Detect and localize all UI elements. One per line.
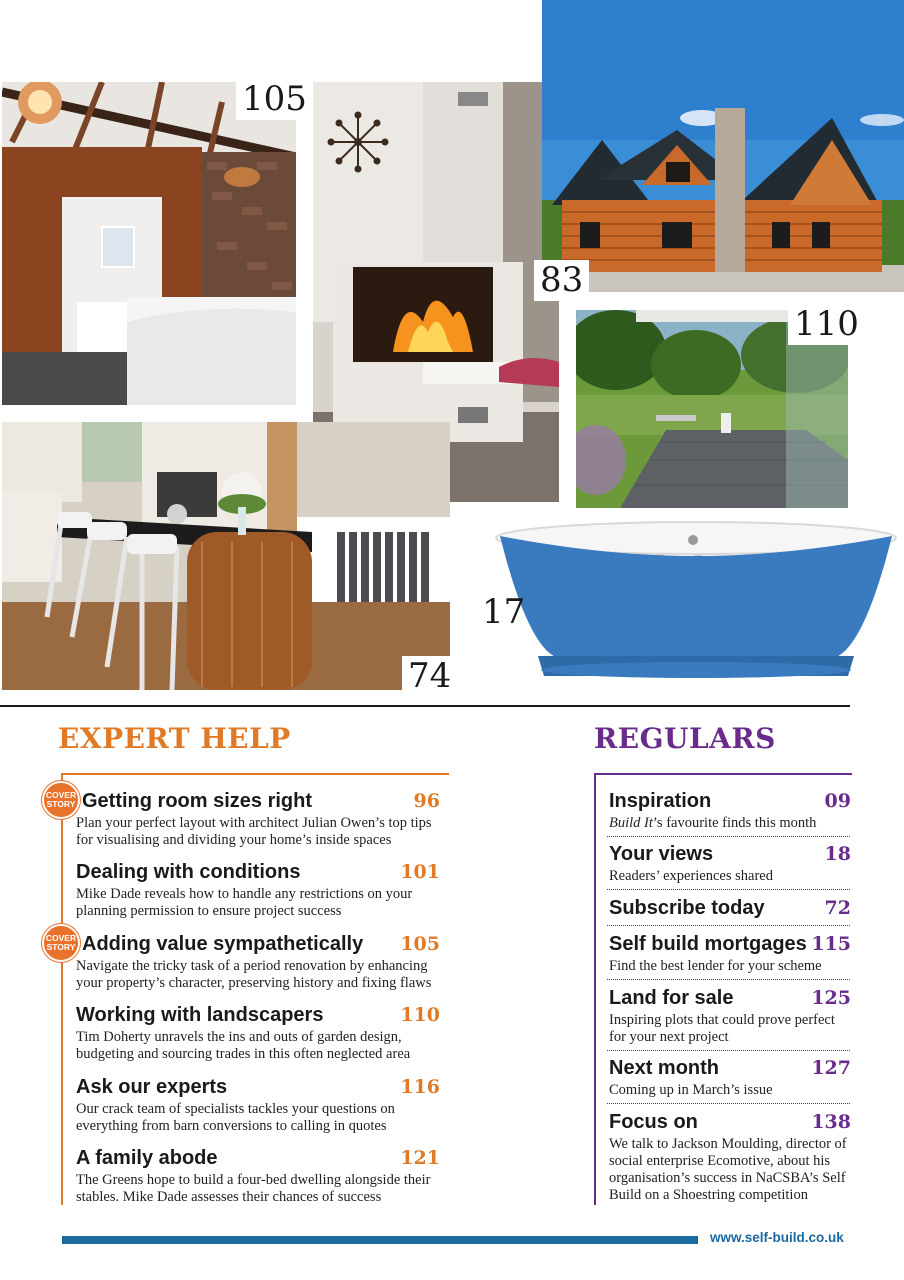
regular-item-page: 18 bbox=[824, 843, 851, 865]
regular-item-title: Inspiration bbox=[609, 790, 712, 812]
dotted-separator bbox=[607, 1050, 850, 1051]
regular-item-next-month[interactable] bbox=[609, 1056, 851, 1099]
expert-item-page: 96 bbox=[413, 790, 440, 812]
regular-item-desc: Find the best lender for your scheme bbox=[609, 958, 822, 974]
dotted-separator bbox=[607, 1103, 850, 1104]
regulars-heading: REGULARS bbox=[594, 722, 776, 755]
expert-item-desc: Our crack team of specialists tackles your questions on everything from barn conversions to calling in quotes bbox=[76, 1101, 395, 1134]
regular-item-title: Subscribe today bbox=[609, 897, 765, 919]
dotted-separator bbox=[607, 925, 850, 926]
regular-item-title: Your views bbox=[609, 843, 714, 865]
expert-item-landscapers[interactable] bbox=[76, 1003, 440, 1063]
regular-item-inspiration[interactable] bbox=[609, 789, 851, 832]
expert-item-title: Getting room sizes right bbox=[82, 790, 313, 812]
page-number-74: 74 bbox=[402, 656, 457, 697]
dotted-separator bbox=[607, 836, 850, 837]
expert-item-ask-experts[interactable] bbox=[76, 1075, 440, 1135]
expert-item-title: Working with landscapers bbox=[76, 1004, 324, 1026]
regular-item-page: 127 bbox=[811, 1057, 851, 1079]
bathtub-photo bbox=[488, 508, 904, 698]
expert-item-title: Dealing with conditions bbox=[76, 861, 301, 883]
expert-item-desc: Tim Doherty unravels the ins and outs of garden design, budgeting and sourcing trades in this often neglected area bbox=[76, 1029, 411, 1062]
regular-item-subscribe[interactable] bbox=[609, 896, 851, 920]
regular-item-desc: Inspiring plots that could prove perfect for your next project bbox=[609, 1012, 835, 1045]
expert-item-page: 105 bbox=[400, 933, 440, 955]
expert-item-desc: Navigate the tricky task of a period renovation by enhancing your property’s character, preserving history and fixing flaws bbox=[76, 958, 432, 991]
regular-item-focus-on[interactable] bbox=[609, 1110, 851, 1204]
page-number-105: 105 bbox=[236, 79, 313, 120]
regular-item-title: Focus on bbox=[609, 1111, 698, 1133]
page-number-83: 83 bbox=[534, 260, 589, 301]
regular-item-page: 138 bbox=[811, 1111, 851, 1133]
regular-item-page: 09 bbox=[824, 790, 851, 812]
regular-item-your-views[interactable] bbox=[609, 842, 851, 885]
dotted-separator bbox=[607, 979, 850, 980]
footer-bar bbox=[62, 1236, 698, 1244]
regular-item-desc: Build It’s favourite finds this month bbox=[609, 815, 817, 831]
expert-item-conditions[interactable] bbox=[76, 860, 440, 920]
expert-item-page: 101 bbox=[400, 861, 440, 883]
cover-story-badge: COVER STORY bbox=[42, 781, 80, 819]
kitchen-photo bbox=[2, 422, 450, 690]
regular-item-mortgages[interactable] bbox=[609, 932, 851, 975]
regular-item-title: Next month bbox=[609, 1057, 719, 1079]
cover-story-badge: COVER STORY bbox=[42, 924, 80, 962]
expert-item-adding-value[interactable] bbox=[45, 932, 440, 992]
regular-item-page: 72 bbox=[824, 897, 851, 919]
expert-item-family-abode[interactable] bbox=[76, 1146, 440, 1206]
dotted-separator bbox=[607, 889, 850, 890]
expert-item-room-sizes[interactable] bbox=[45, 789, 440, 849]
regular-item-title: Self build mortgages bbox=[609, 933, 807, 955]
log-house-photo bbox=[542, 0, 904, 292]
expert-item-desc: Mike Dade reveals how to handle any restrictions on your planning permission to ensure project success bbox=[76, 886, 413, 919]
expert-item-page: 110 bbox=[400, 1004, 440, 1026]
regular-item-title: Land for sale bbox=[609, 987, 734, 1009]
regular-item-page: 115 bbox=[811, 933, 851, 955]
expert-item-page: 116 bbox=[400, 1076, 440, 1098]
page-number-17: 17 bbox=[482, 592, 526, 632]
expert-item-title: A family abode bbox=[76, 1147, 218, 1169]
section-divider bbox=[0, 705, 850, 707]
regular-item-desc: Coming up in March’s issue bbox=[609, 1082, 773, 1098]
page-number-110: 110 bbox=[788, 304, 865, 345]
expert-item-desc: Plan your perfect layout with architect Julian Owen’s top tips for visualising and dividing your home’s inside spaces bbox=[76, 815, 432, 848]
bedroom-photo bbox=[2, 82, 296, 405]
expert-item-desc: The Greens hope to build a four-bed dwelling alongside their stables. Mike Dade assesses their chances of success bbox=[76, 1172, 431, 1205]
expert-item-title: Ask our experts bbox=[76, 1076, 228, 1098]
regular-item-land-for-sale[interactable] bbox=[609, 986, 851, 1046]
regular-item-desc: We talk to Jackson Moulding, director of social enterprise Ecomotive, about his organisation’s success in NaCSBA’s Self Build on a Shoestring competition bbox=[609, 1136, 847, 1203]
expert-item-title: Adding value sympathetically bbox=[82, 933, 364, 955]
website-url[interactable]: www.self-build.co.uk bbox=[710, 1230, 844, 1245]
expert-help-heading: EXPERT HELP bbox=[58, 722, 291, 755]
regular-item-desc: Readers’ experiences shared bbox=[609, 868, 773, 884]
expert-item-page: 121 bbox=[400, 1147, 440, 1169]
regular-item-page: 125 bbox=[811, 987, 851, 1009]
